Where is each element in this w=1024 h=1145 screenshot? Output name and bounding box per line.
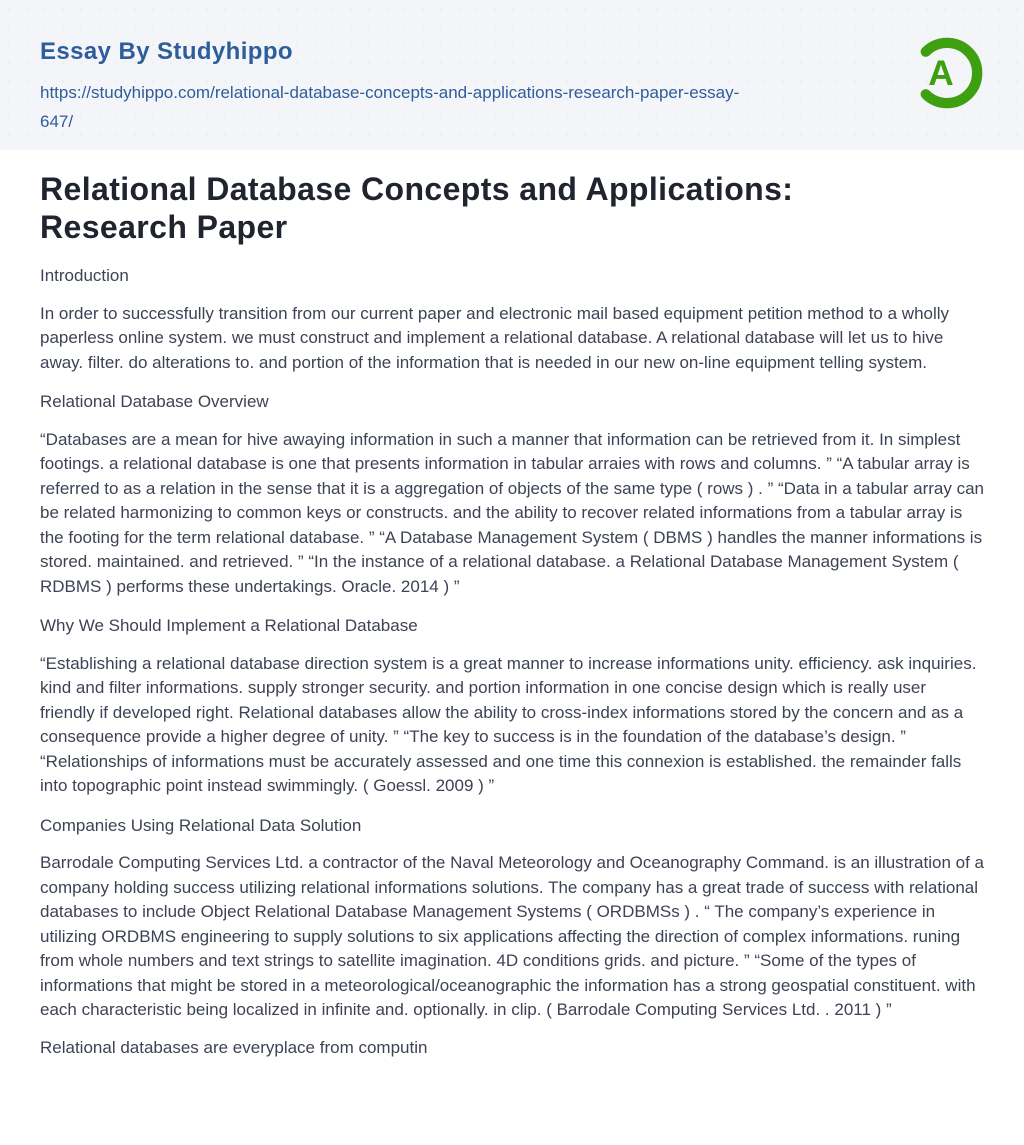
essay-content: [0, 150, 1024, 1060]
logo-letter-a: A: [928, 54, 954, 94]
page-header: [0, 0, 1024, 150]
section-heading-relational-database-overview: Relational Database Overview: [40, 392, 269, 411]
byline: Essay By Studyhippo: [40, 38, 293, 65]
essay-paragraph-truncated: Relational databases are everyplace from computin: [40, 1037, 428, 1057]
essay-paragraph: “Databases are a mean for hive awaying information in such a manner that information can be retrieved from it. In simplest footings. a relational database is one that presents information in tabular arraies with rows and columns. ” “A tabular array is referred to as a relation in the sense that it is a aggregation of objects of the same type ( rows ) . ” “Data in a tabular array can be related harmonizing to common keys or constructs. and the ability to recover related informations from a tabular array is the footing for the term relational database. ” “A Database Management System ( DBMS ) handles the manner informations is stored. maintained. and retrieved. ” “In the instance of a relational database. a Relational Database Management System ( RDBMS ) performs these undertakings. Oracle. 2014 ) ”: [40, 429, 984, 596]
essay-paragraph: In order to successfully transition from our current paper and electronic mail based equipment petition method to a wholly paperless online system. we must construct and implement a relational database. A relational database will let us to hive away. filter. do alterations to. and portion of the information that is needed in our new on-line equipment telling system.: [40, 303, 950, 372]
essay-paragraph: Barrodale Computing Services Ltd. a contractor of the Naval Meteorology and Oceanography Command. is an illustration of a company holding success utilizing relational informations solutions. The company has a great trade of success with relational databases to include Object Relational Database Management Systems ( ORDBMSs ) . “ The company’s experience in utilizing ORDBMS engineering to supply solutions to six applications affecting the direction of complex informations. runing from whole numbers and text strings to satellite imagination. 4D conditions grids. and picture. ” “Some of the types of informations that might be stored in a meteorological/oceanographic the information has a strong geospatial constituent. with each characteristic being localized in infinite and. optionally. in clip. ( Barrodale Computing Services Ltd. . 2011 ) ”: [40, 853, 984, 1019]
header-text-block: [40, 38, 904, 136]
source-url-link[interactable]: https://studyhippo.com/relational-database-concepts-and-applications-research-paper-essay-647/: [40, 83, 740, 131]
open-circle-arc-icon: [904, 30, 990, 116]
section-heading-companies-using-relational-data: Companies Using Relational Data Solution: [40, 815, 362, 835]
essay-paragraph: “Establishing a relational database direction system is a great manner to increase informations unity. efficiency. ask inquiries. kind and filter informations. supply stronger security. and portion information in one concise design which is really user friendly if developed right. Relational databases allow the ability to cross-index informations stored by the concern and as a consequence provide a higher degree of unity. ” “The key to success is in the foundation of the database’s design. ” “Relationships of informations must be accurately assessed and one time this connexion is established. the remainder falls into topographic point instead swimmingly. ( Goessl. 2009 ) ”: [40, 653, 977, 795]
section-heading-why-we-should-implement: Why We Should Implement a Relational Database: [40, 616, 418, 635]
studyhippo-logo: [904, 30, 990, 116]
section-heading-introduction: Introduction: [40, 266, 129, 285]
essay-title: Relational Database Concepts and Applications: Research Paper: [40, 171, 794, 245]
